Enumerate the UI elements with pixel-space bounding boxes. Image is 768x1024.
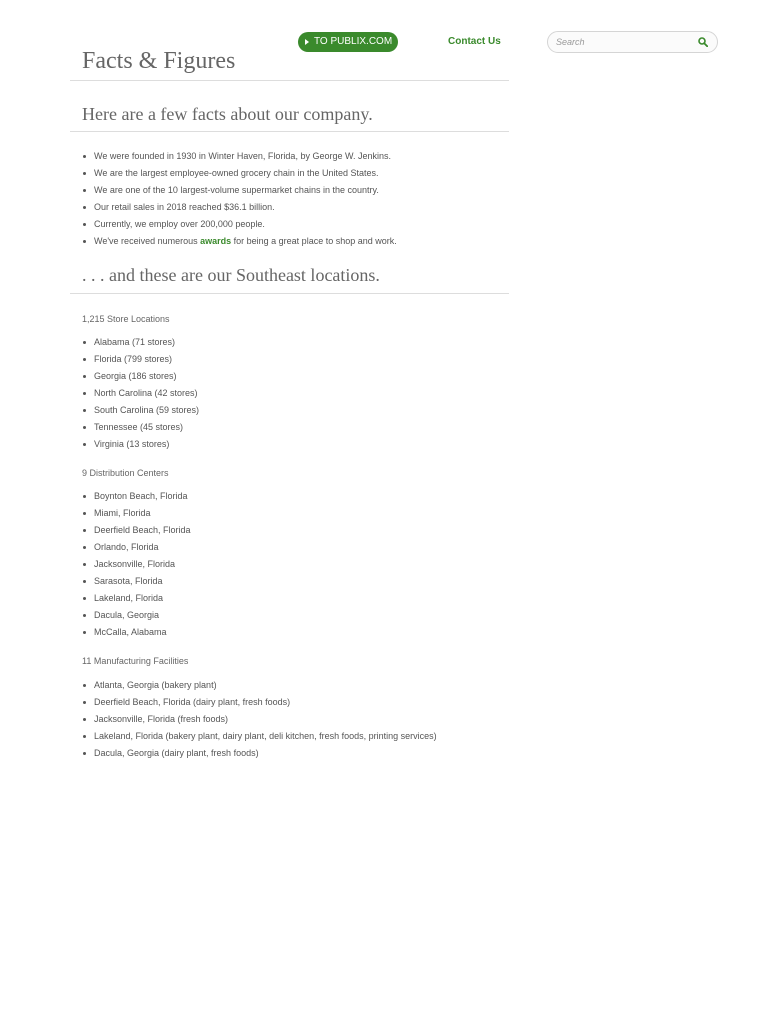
facts-divider <box>70 131 509 132</box>
list-item: Boynton Beach, Florida <box>82 488 191 505</box>
fact-item: We are the largest employee-owned grocery chain in the United States. <box>82 165 397 182</box>
contact-us-link[interactable]: Contact Us <box>448 36 501 47</box>
list-item: Lakeland, Florida (bakery plant, dairy plant, deli kitchen, fresh foods, printing services) <box>82 728 437 745</box>
list-item: Georgia (186 stores) <box>82 368 199 385</box>
page-title: Facts & Figures <box>82 48 236 74</box>
distribution-centers-list <box>82 488 191 641</box>
search-box <box>547 31 718 53</box>
fact-item-awards <box>82 233 397 250</box>
facts-heading: Here are a few facts about our company. <box>82 104 373 124</box>
play-arrow-icon <box>305 39 309 45</box>
manufacturing-facilities-list <box>82 677 437 762</box>
fact-item: We are one of the 10 largest-volume supermarket chains in the country. <box>82 182 397 199</box>
awards-suffix: for being a great place to shop and work. <box>231 236 397 246</box>
list-item: Sarasota, Florida <box>82 573 191 590</box>
fact-item: We were founded in 1930 in Winter Haven, Florida, by George W. Jenkins. <box>82 148 397 165</box>
fact-item: Our retail sales in 2018 reached $36.1 billion. <box>82 199 397 216</box>
list-item: Deerfield Beach, Florida (dairy plant, fresh foods) <box>82 694 437 711</box>
store-locations-list <box>82 334 199 453</box>
list-item: Dacula, Georgia <box>82 607 191 624</box>
search-icon[interactable] <box>698 37 708 47</box>
to-publix-label: TO PUBLIX.COM <box>314 36 393 47</box>
store-locations-label: 1,215 Store Locations <box>82 314 170 324</box>
distribution-centers-label: 9 Distribution Centers <box>82 468 169 478</box>
list-item: South Carolina (59 stores) <box>82 402 199 419</box>
list-item: Tennessee (45 stores) <box>82 419 199 436</box>
to-publix-button[interactable] <box>298 32 398 52</box>
list-item: North Carolina (42 stores) <box>82 385 199 402</box>
awards-prefix: We've received numerous <box>94 236 201 246</box>
awards-link[interactable]: awards <box>200 236 232 246</box>
list-item: Dacula, Georgia (dairy plant, fresh foods) <box>82 745 437 762</box>
facts-list <box>82 148 397 250</box>
list-item: Florida (799 stores) <box>82 351 199 368</box>
title-divider <box>70 80 509 81</box>
manufacturing-facilities-label: 11 Manufacturing Facilities <box>82 656 189 666</box>
locations-heading: . . . and these are our Southeast locations. <box>82 265 380 285</box>
fact-item: Currently, we employ over 200,000 people. <box>82 216 397 233</box>
search-input[interactable] <box>556 34 686 50</box>
list-item: Virginia (13 stores) <box>82 436 199 453</box>
list-item: Alabama (71 stores) <box>82 334 199 351</box>
locations-divider <box>70 293 509 294</box>
list-item: Atlanta, Georgia (bakery plant) <box>82 677 437 694</box>
list-item: McCalla, Alabama <box>82 624 191 641</box>
list-item: Deerfield Beach, Florida <box>82 522 191 539</box>
list-item: Jacksonville, Florida <box>82 556 191 573</box>
list-item: Miami, Florida <box>82 505 191 522</box>
list-item: Lakeland, Florida <box>82 590 191 607</box>
list-item: Orlando, Florida <box>82 539 191 556</box>
list-item: Jacksonville, Florida (fresh foods) <box>82 711 437 728</box>
